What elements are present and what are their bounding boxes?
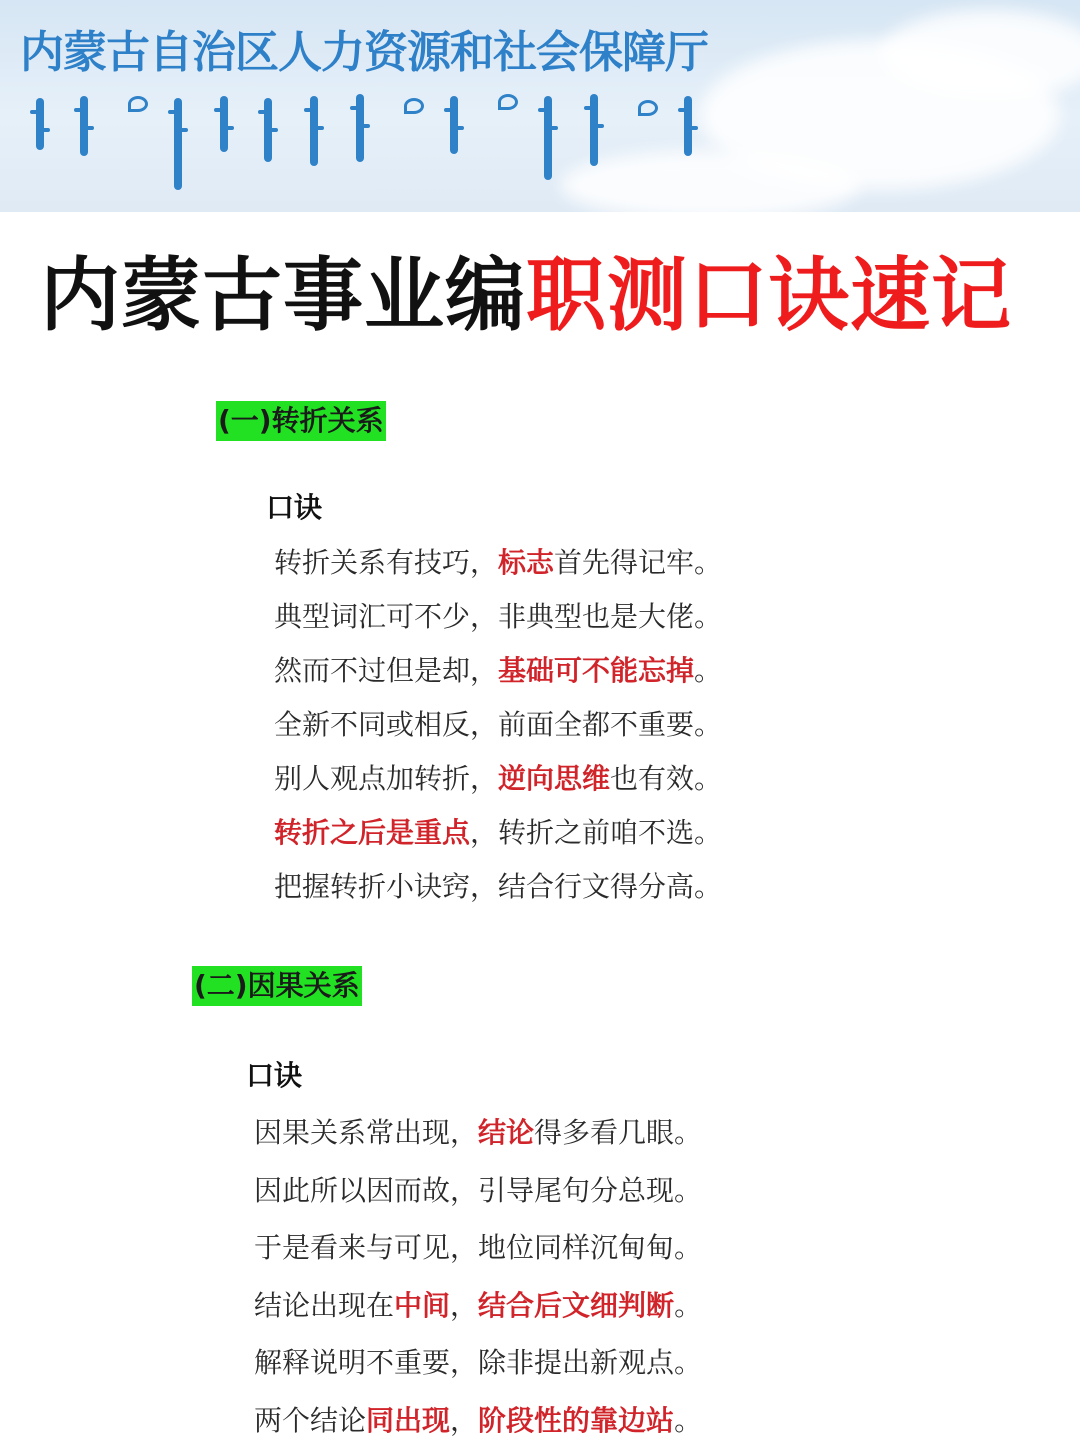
main-title-part1: 内蒙古事业编 [40,249,526,342]
mnemonic-line [254,1277,702,1335]
line-text: ， [450,1404,478,1437]
mnemonic-line [254,1392,702,1449]
highlighted-keyword: 中间 [394,1289,450,1322]
header-banner [0,0,1080,212]
line-text: 也有效。 [610,762,722,795]
line-text: 。 [694,654,722,687]
mnemonic-line [254,1104,702,1162]
org-name: 内蒙古自治区人力资源和社会保障厅 [20,16,708,80]
line-text: 全新不同或相反，前面全都不重要。 [274,708,722,741]
mnemonic-line [274,644,722,698]
line-text: 把握转折小诀窍，结合行文得分高。 [274,870,722,903]
section-subheading: 口诀 [266,486,322,526]
mnemonic-lines-transition [274,536,722,914]
highlighted-keyword: 结合后文细判断 [478,1289,674,1322]
line-text: 得多看几眼。 [534,1116,702,1149]
mnemonic-line [274,806,722,860]
line-text: 解释说明不重要，除非提出新观点。 [254,1346,702,1379]
highlighted-keyword: 基础可不能忘掉 [498,654,694,687]
line-text: 。 [674,1404,702,1437]
line-text: ，转折之前咱不选。 [470,816,722,849]
main-title [40,248,1012,344]
line-text: 首先得记牢。 [554,546,722,579]
main-title-part2: 职测口诀速记 [526,249,1012,342]
mnemonic-line [274,860,722,914]
line-text: 于是看来与可见，地位同样沉甸甸。 [254,1231,702,1264]
mnemonic-line [274,536,722,590]
line-text: 两个结论 [254,1404,366,1437]
mnemonic-line [254,1219,702,1277]
line-text: 结论出现在 [254,1289,394,1322]
line-text: 。 [674,1289,702,1322]
highlighted-keyword: 阶段性的靠边站 [478,1404,674,1437]
section-heading-causal: (二)因果关系 [192,966,362,1006]
mnemonic-line [274,698,722,752]
line-text: 因此所以因而故，引导尾句分总现。 [254,1174,702,1207]
highlighted-keyword: 转折之后是重点 [274,816,470,849]
line-text: 别人观点加转折， [274,762,498,795]
line-text: 典型词汇可不少，非典型也是大佬。 [274,600,722,633]
mongolian-script-logo [32,92,722,192]
line-text: 转折关系有技巧， [274,546,498,579]
highlighted-keyword: 逆向思维 [498,762,610,795]
line-text: ， [450,1289,478,1322]
section-subheading: 口诀 [246,1054,302,1094]
mnemonic-line [254,1162,702,1220]
mnemonic-line [254,1334,702,1392]
mnemonic-lines-causal [254,1104,702,1449]
highlighted-keyword: 同出现 [366,1404,450,1437]
highlighted-keyword: 结论 [478,1116,534,1149]
line-text: 因果关系常出现， [254,1116,478,1149]
line-text: 然而不过但是却， [274,654,498,687]
mnemonic-line [274,752,722,806]
highlighted-keyword: 标志 [498,546,554,579]
section-heading-transition: (一)转折关系 [216,401,386,441]
mnemonic-line [274,590,722,644]
